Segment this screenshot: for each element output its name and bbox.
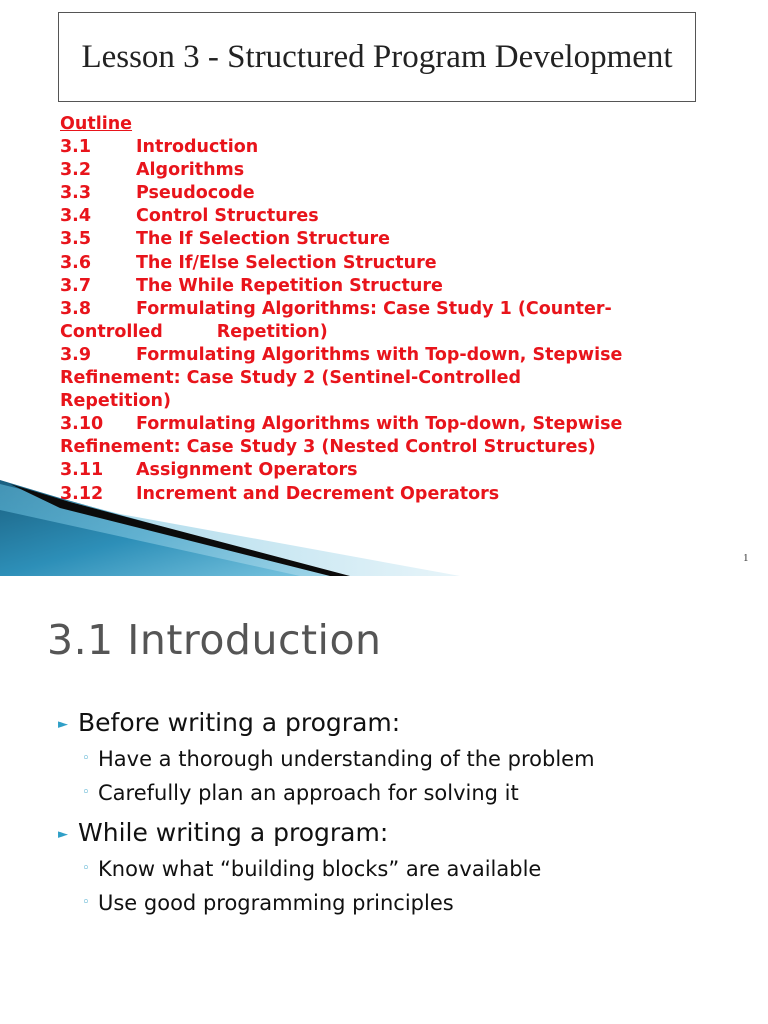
decorative-swoosh (0, 470, 460, 576)
circle-bullet-icon: ◦ (82, 785, 90, 800)
bullet-item: ► While writing a program: (58, 816, 758, 850)
outline-item: 3.9 Formulating Algorithms with Top-down, Stepwise (60, 344, 623, 365)
bullet-list (58, 706, 758, 920)
outline-item: 3.12 Increment and Decrement Operators (60, 483, 500, 504)
slide-2 (0, 576, 768, 1024)
triangle-bullet-icon: ► (58, 717, 68, 732)
outline-item: 3.5 The If Selection Structure (60, 229, 390, 250)
outline-item: 3.7 The While Repetition Structure (60, 275, 443, 296)
outline-item: 3.1 Introduction (60, 137, 259, 158)
slide-title: Lesson 3 - Structured Program Development (81, 38, 673, 75)
outline-item-continuation: Refinement: Case Study 3 (Nested Control Structures) (60, 437, 596, 458)
slide-title: 3.1 Introduction (47, 616, 382, 664)
outline-item: 3.11 Assignment Operators (60, 460, 358, 481)
slide-title-box (58, 12, 696, 102)
page-number: 1 (743, 552, 749, 564)
sub-bullet-item: ◦ Know what “building blocks” are available (58, 852, 758, 886)
outline-list (60, 113, 700, 506)
outline-item: 3.4 Control Structures (60, 206, 319, 227)
circle-bullet-icon: ◦ (82, 751, 90, 766)
outline-item: 3.2 Algorithms (60, 160, 245, 181)
triangle-bullet-icon: ► (58, 827, 68, 842)
outline-item-continuation: Repetition) (60, 391, 171, 412)
outline-item-continuation: Controlled Repetition) (60, 321, 328, 342)
sub-bullet-item: ◦ Have a thorough understanding of the problem (58, 742, 758, 776)
outline-item-continuation: Refinement: Case Study 2 (Sentinel-Controlled (60, 368, 522, 389)
sub-bullet-item: ◦ Carefully plan an approach for solving it (58, 776, 758, 810)
outline-item: 3.6 The If/Else Selection Structure (60, 252, 437, 273)
bullet-item: ► Before writing a program: (58, 706, 758, 740)
sub-bullet-item: ◦ Use good programming principles (58, 886, 758, 920)
outline-item: 3.8 Formulating Algorithms: Case Study 1 (Counter- (60, 298, 612, 319)
outline-item: 3.3 Pseudocode (60, 183, 255, 204)
circle-bullet-icon: ◦ (82, 895, 90, 910)
outline-item: 3.10 Formulating Algorithms with Top-down, Stepwise (60, 414, 623, 435)
outline-heading: Outline (60, 114, 133, 134)
circle-bullet-icon: ◦ (82, 861, 90, 876)
